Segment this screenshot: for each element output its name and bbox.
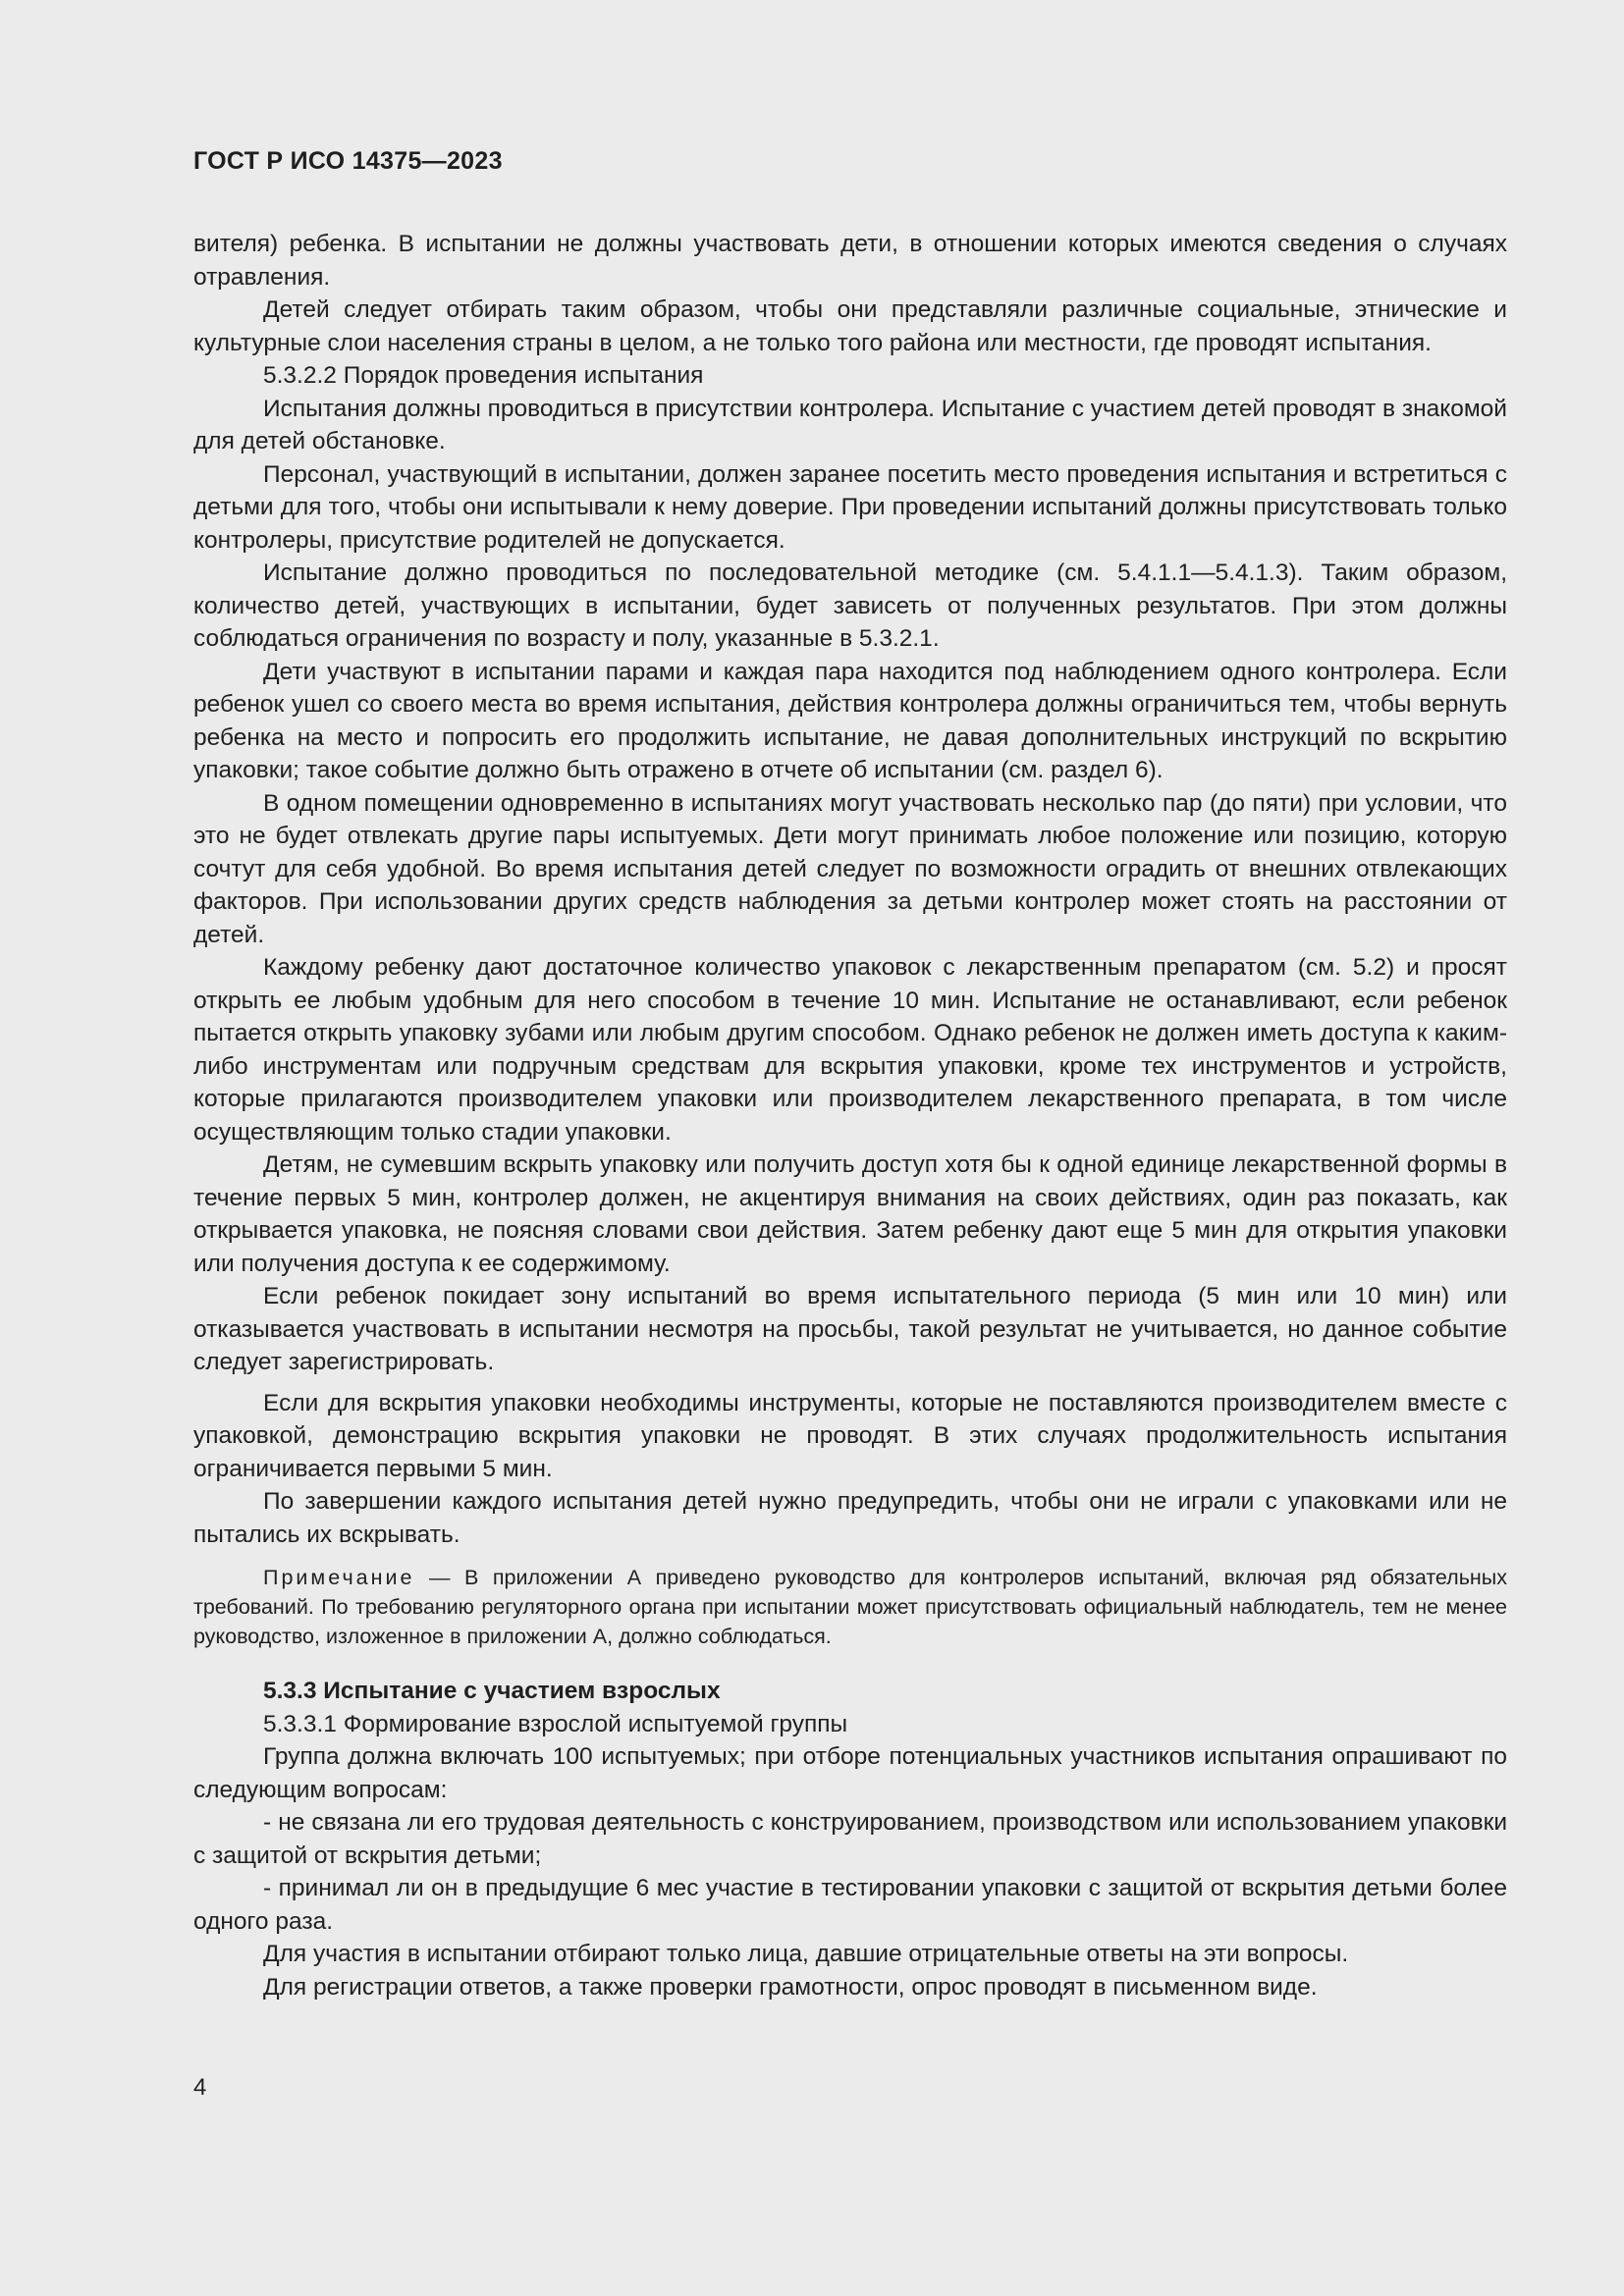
document-header: ГОСТ Р ИСО 14375—2023 — [193, 147, 503, 175]
paragraph: Если для вскрытия упаковки необходимы инструменты, которые не поставляются производителем вместе с упаковкой, демонстрацию вскрытия упаковки не проводят. В этих случаях продолжительность испытания ограничивается первыми 5 мин. — [193, 1389, 1507, 1482]
note-text: — В приложении А приведено руководство для контролеров испытаний, включая ряд обязательных требований. По требованию регуляторного органа при испытании может присутствовать официальный наблюдатель, тем не менее руководство, изложенное в приложении А, должно соблюдаться. — [193, 1566, 1507, 1648]
paragraph: Каждому ребенку дают достаточное количество упаковок с лекарственным препаратом (см. 5.2) и просят открыть ее любым удобным для него способом в течение 10 мин. Испытание не останавливают, если ребенок пытается открыть упаковку зубами или любым другим способом. Однако ребенок не должен иметь доступа к каким-либо инструментам или подручным средствам для вскрытия упаковки, кроме тех инструментов и устройств, которые прилагаются производителем упаковки или производителем лекарственного препарата, в том числе осуществляющим только стадии упаковки. — [193, 954, 1507, 1146]
paragraph: Если ребенок покидает зону испытаний во время испытательного периода (5 мин или 10 мин) или отказывается участвовать в испытании несмотря на просьбы, такой результат не учитывается, но данное событие следует зарегистрировать. — [193, 1283, 1507, 1375]
list-item: - не связана ли его трудовая деятельность с конструированием, производством или использованием упаковки с защитой от вскрытия детьми; — [193, 1809, 1507, 1869]
paragraph: Испытания должны проводиться в присутствии контролера. Испытание с участием детей проводят в знакомой для детей обстановке. — [193, 395, 1507, 454]
note — [193, 1563, 1507, 1651]
subsection-title: 5.3.2.2 Порядок проведения испытания — [263, 362, 704, 389]
paragraph: Для регистрации ответов, а также проверки грамотности, опрос проводят в письменном виде. — [263, 1973, 1318, 2001]
paragraph: В одном помещении одновременно в испытаниях могут участвовать несколько пар (до пяти) при условии, что это не будет отвлекать другие пары испытуемых. Дети могут принимать любое положение или позицию, которую сочтут для себя удобной. Во время испытания детей следует по возможности оградить от внешних отвлекающих факторов. При использовании других средств наблюдения за детьми контролер может стоять на расстоянии от детей. — [193, 789, 1507, 948]
section-heading: 5.3.3 Испытание с участием взрослых — [263, 1678, 721, 1704]
subsection-title: 5.3.3.1 Формирование взрослой испытуемой группы — [263, 1710, 848, 1737]
note-label: Примечание — [263, 1566, 415, 1589]
page-number: 4 — [193, 2074, 207, 2101]
paragraph: Детей следует отбирать таким образом, чтобы они представляли различные социальные, этнические и культурные слои населения страны в целом, а не только того района или местности, где проводят испытания. — [193, 296, 1507, 356]
paragraph: Дети участвуют в испытании парами и каждая пара находится под наблюдением одного контролера. Если ребенок ушел со своего места во время испытания, действия контролера должны ограничиться тем, чтобы вернуть ребенка на место и попросить его продолжить испытание, не давая дополнительных инструкций по вскрытию упаковки; такое событие должно быть отражено в отчете об испытании (см. раздел 6). — [193, 658, 1507, 783]
paragraph: вителя) ребенка. В испытании не должны участвовать дети, в отношении которых имеются сведения о случаях отравления. — [193, 231, 1507, 291]
paragraph: Испытание должно проводиться по последовательной методике (см. 5.4.1.1—5.4.1.3). Таким образом, количество детей, участвующих в испытании, будет зависеть от полученных результатов. При этом должны соблюдаться ограничения по возрасту и полу, указанные в 5.3.2.1. — [193, 560, 1507, 652]
paragraph: Персонал, участвующий в испытании, должен заранее посетить место проведения испытания и встретиться с детьми для того, чтобы они испытывали к нему доверие. При проведении испытаний должны присутствовать только контролеры, присутствие родителей не допускается. — [193, 460, 1507, 554]
paragraph: По завершении каждого испытания детей нужно предупредить, чтобы они не играли с упаковками или не пытались их вскрывать. — [193, 1488, 1507, 1548]
paragraph: Для участия в испытании отбирают только лица, давшие отрицательные ответы на эти вопросы. — [263, 1941, 1349, 1967]
document-body — [193, 228, 1507, 2003]
paragraph: Группа должна включать 100 испытуемых; при отборе потенциальных участников испытания опрашивают по следующим вопросам: — [193, 1743, 1507, 1803]
paragraph: Детям, не сумевшим вскрыть упаковку или получить доступ хотя бы к одной единице лекарственной формы в течение первых 5 мин, контролер должен, не акцентируя внимания на своих действиях, один раз показать, как открывается упаковка, не поясняя словами свои действия. Затем ребенку дают еще 5 мин для открытия упаковки или получения доступа к ее содержимому. — [193, 1151, 1507, 1277]
list-item: - принимал ли он в предыдущие 6 мес участие в тестировании упаковки с защитой от вскрытия детьми более одного раза. — [193, 1875, 1507, 1935]
